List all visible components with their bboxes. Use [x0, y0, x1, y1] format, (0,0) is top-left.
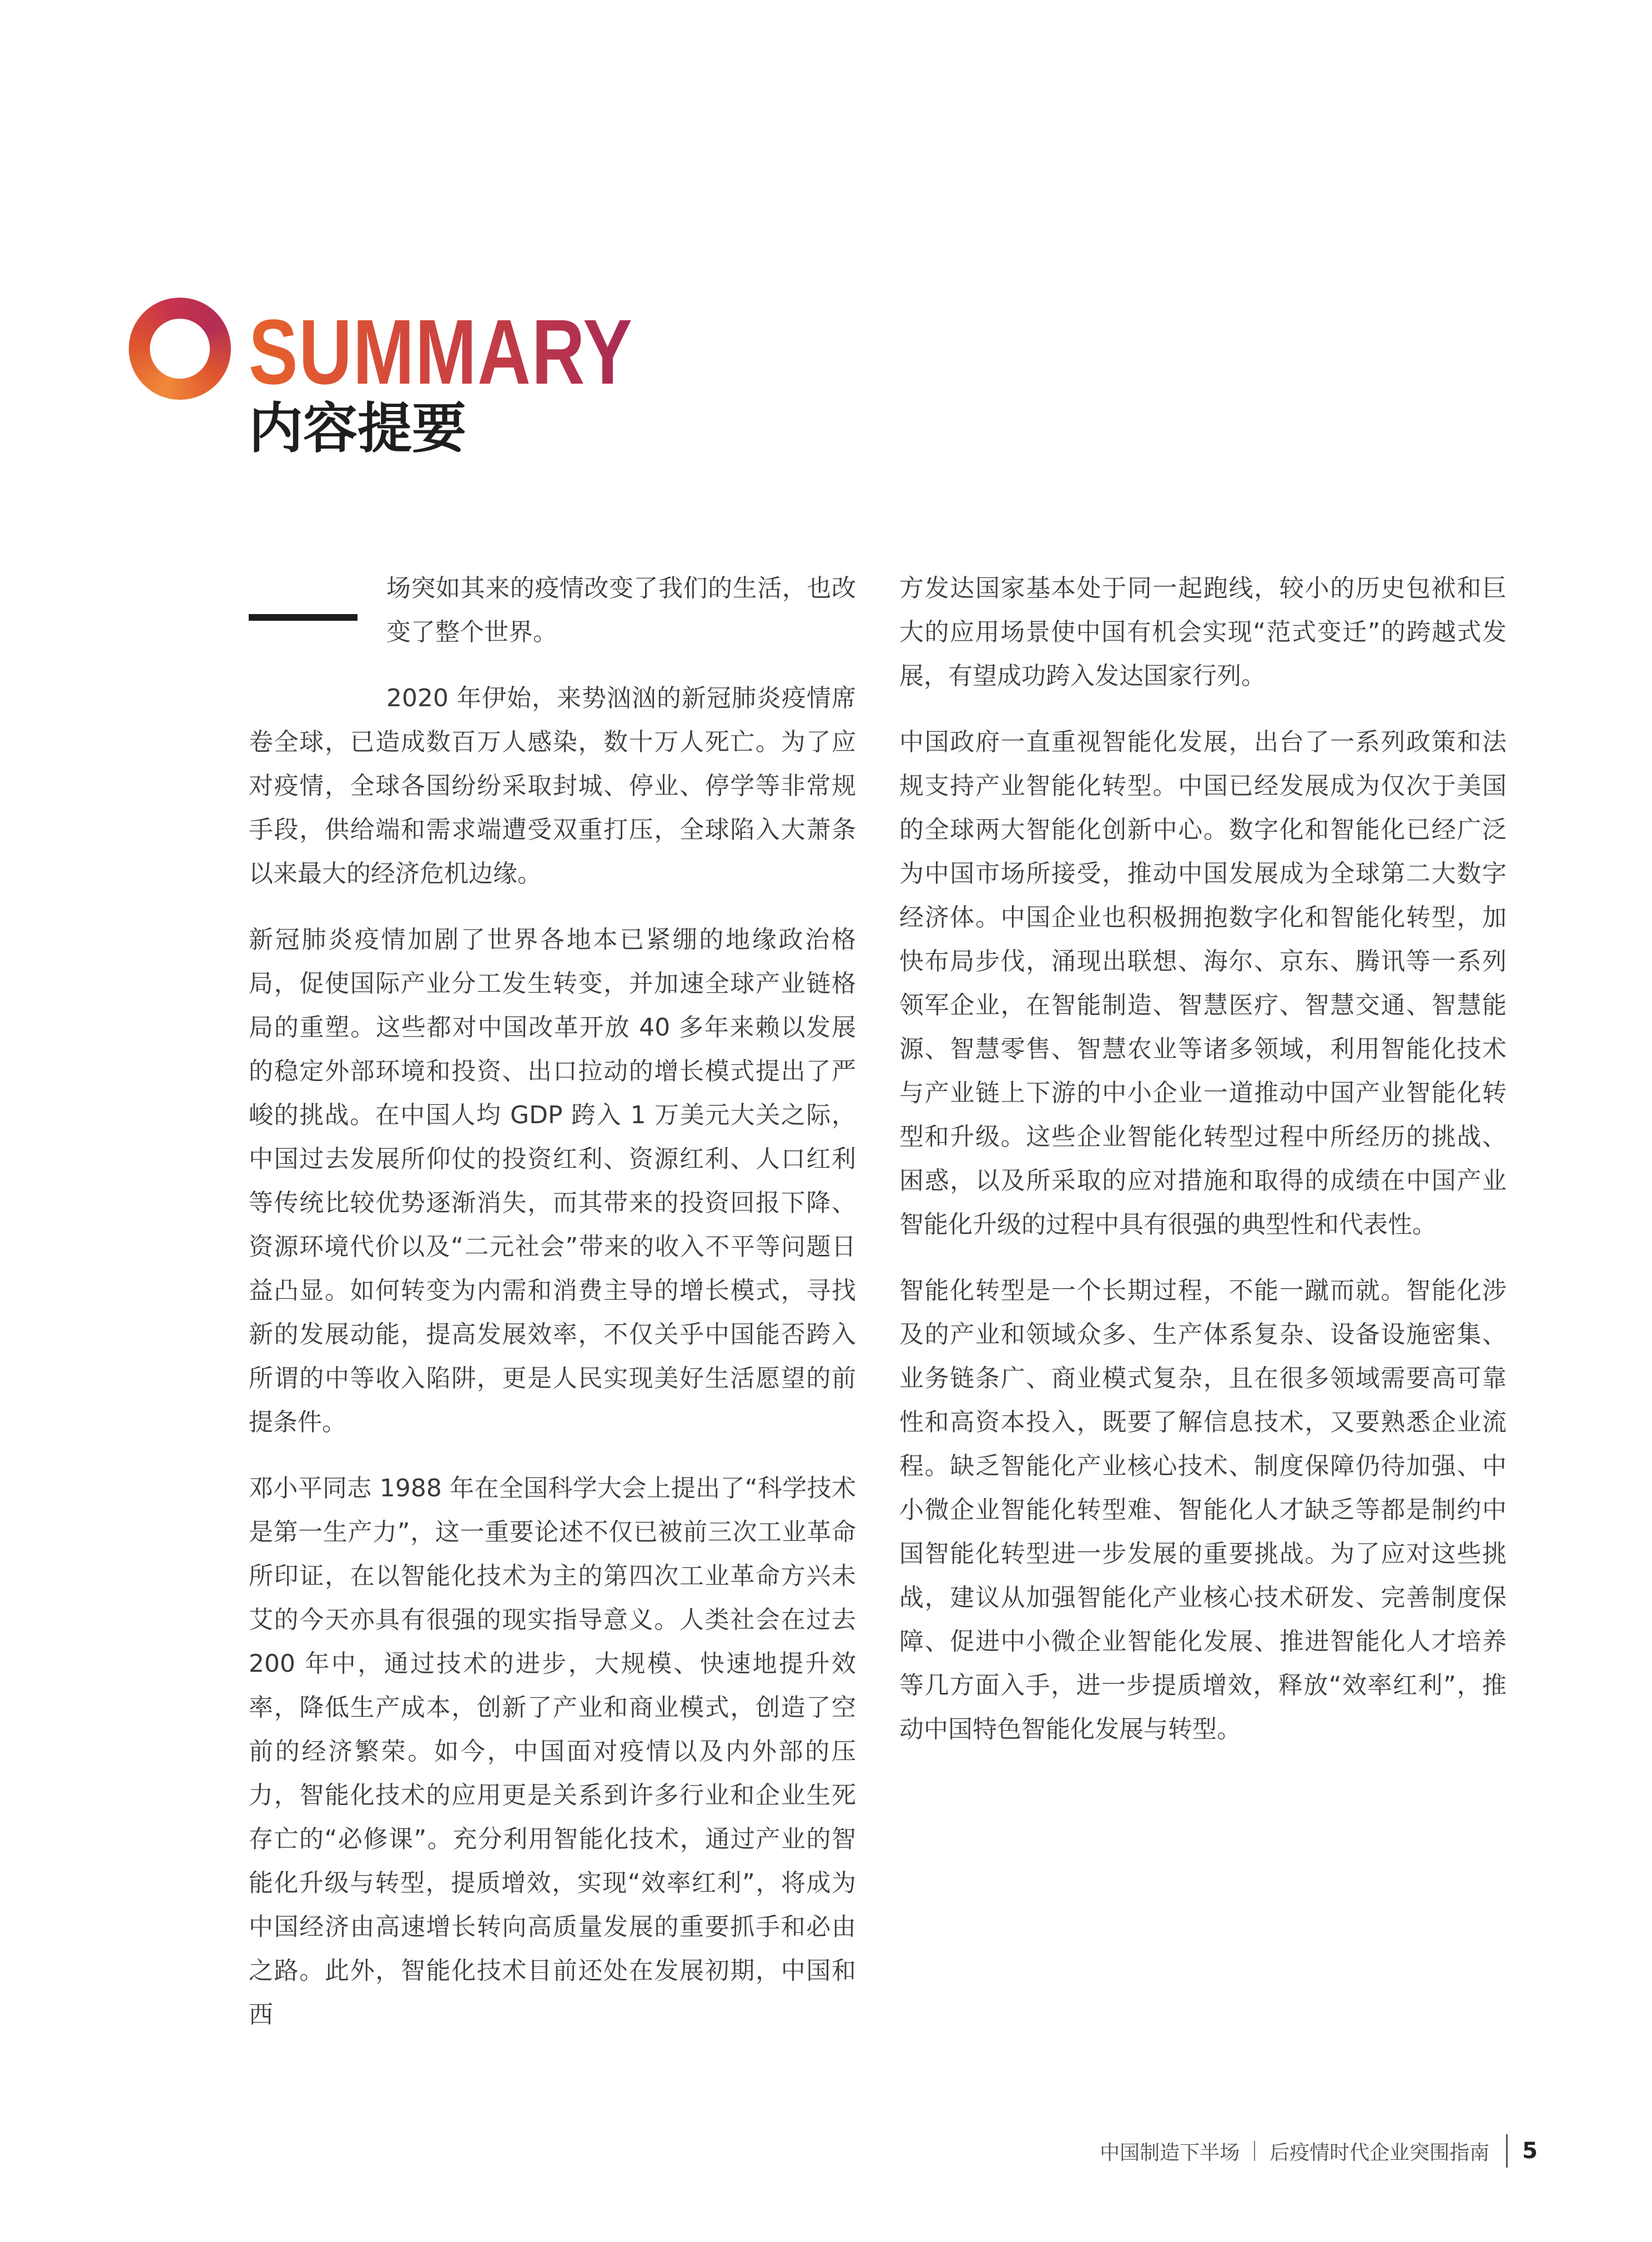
- footer-divider: [1254, 2141, 1255, 2161]
- paragraph: 中国政府一直重视智能化发展，出台了一系列政策和法规支持产业智能化转型。中国已经发展成为仅次于美国的全球两大智能化创新中心。数字化和智能化已经广泛为中国市场所接受，推动中国发展成为全球第二大数字经济体。中国企业也积极拥抱数字化和智能化转型，加快布局步伐，涌现出联想、海尔、京东、腾讯等一系列领军企业，在智能制造、智慧医疗、智慧交通、智慧能源、智慧零售、智慧农业等诸多领域，利用智能化技术与产业链上下游的中小企业一道推动中国产业智能化转型和升级。这些企业智能化转型过程中所经历的挑战、困惑，以及所采取的应对措施和取得的成绩在中国产业智能化升级的过程中具有很强的典型性和代表性。: [899, 728, 1507, 1239]
- page-number: 5: [1522, 2138, 1538, 2164]
- summary-title-cn: 内容提要: [249, 397, 467, 460]
- footer-book-title: 中国制造下半场: [1100, 2141, 1240, 2164]
- footer-book-subtitle: 后疫情时代企业突围指南: [1270, 2141, 1490, 2164]
- paragraph-continued: 方发达国家基本处于同一起跑线，较小的历史包袱和巨大的应用场景使中国有机会实现“范式变迁”的跨越式发展，有望成功跨入发达国家行列。: [899, 574, 1507, 690]
- paragraph: 2020 年伊始，来势汹汹的新冠肺炎疫情席卷全球，已造成数百万人感染，数十万人死亡。为了应对疫情，全球各国纷纷采取封城、停业、停学等非常规手段，供给端和需求端遭受双重打压，全球陷入大萧条以来最大的经济危机边缘。: [249, 684, 856, 888]
- paragraph: 新冠肺炎疫情加剧了世界各地本已紧绷的地缘政治格局，促使国际产业分工发生转变，并加速全球产业链格局的重塑。这些都对中国改革开放 40 多年来赖以发展的稳定外部环境和投资、出口拉动的增长模式提出了严峻的挑战。在中国人均 GDP 跨入 1 万美元大关之际，中国过去发展所仰仗的投资红利、资源红利、人口红利等传统比较优势逐渐消失，而其带来的投资回报下降、资源环境代价以及“二元社会”带来的收入不平等问题日益凸显。如何转变为内需和消费主导的增长模式，寻找新的发展动能，提高发展效率，不仅关乎中国能否跨入所谓的中等收入陷阱，更是人民实现美好生活愿望的前提条件。: [249, 926, 856, 1436]
- paragraph-intro: 场突如其来的疫情改变了我们的生活，也改变了整个世界。: [386, 574, 856, 646]
- page-footer: [888, 2134, 1538, 2168]
- section-ring-icon: [129, 298, 231, 400]
- left-column: [249, 566, 856, 2059]
- right-column: [899, 566, 1507, 1773]
- paragraph: 智能化转型是一个长期过程，不能一蹴而就。智能化涉及的产业和领域众多、生产体系复杂、设备设施密集、业务链条广、商业模式复杂，且在很多领域需要高可靠性和高资本投入，既要了解信息技术，又要熟悉企业流程。缺乏智能化产业核心技术、制度保障仍待加强、中小微企业智能化转型难、智能化人才缺乏等都是制约中国智能化转型进一步发展的重要挑战。为了应对这些挑战，建议从加强智能化产业核心技术研发、完善制度保障、促进中小微企业智能化发展、推进智能化人才培养等几方面入手，进一步提质增效，释放“效率红利”，推动中国特色智能化发展与转型。: [899, 1276, 1507, 1743]
- summary-title-en: SUMMARY: [249, 300, 633, 405]
- paragraph: 邓小平同志 1988 年在全国科学大会上提出了“科学技术是第一生产力”，这一重要论述不仅已被前三次工业革命所印证，在以智能化技术为主的第四次工业革命方兴未艾的今天亦具有很强的现实指导意义。人类社会在过去 200 年中，通过技术的进步，大规模、快速地提升效率，降低生产成本，创新了产业和商业模式，创造了空前的经济繁荣。如今，中国面对疫情以及内外部的压力，智能化技术的应用更是关系到许多行业和企业生死存亡的“必修课”。充分利用智能化技术，通过产业的智能化升级与转型，提质增效，实现“效率红利”，将成为中国经济由高速增长转向高质量发展的重要抓手和必由之路。此外，智能化技术目前还处在发展初期，中国和西: [249, 1474, 856, 2029]
- footer-page-divider: [1506, 2134, 1508, 2168]
